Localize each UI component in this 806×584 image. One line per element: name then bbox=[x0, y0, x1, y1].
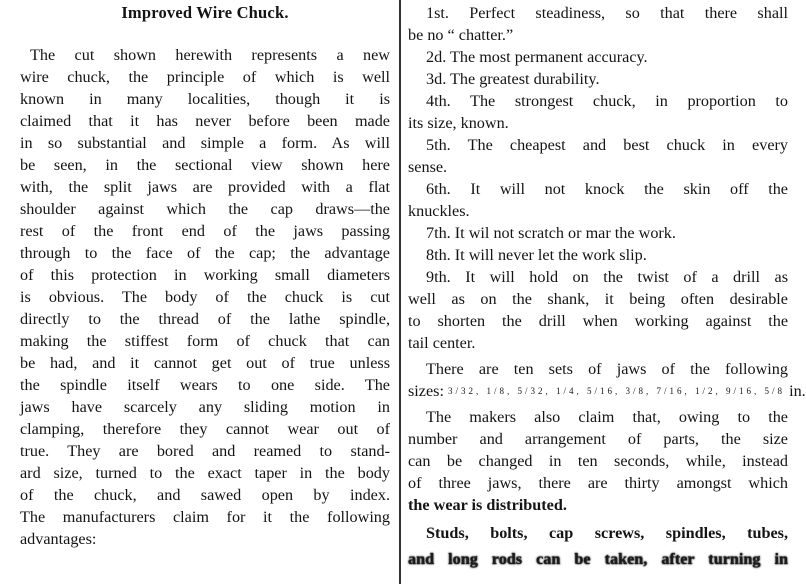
text-line: clamping, therefore they cannot wear out of bbox=[20, 420, 390, 438]
text-line: true. They are bored and reamed to stand- bbox=[20, 442, 390, 460]
text-line: of this protection in working small diameters bbox=[20, 266, 390, 284]
text-line: 5th. The cheapest and best chuck in every bbox=[426, 136, 788, 154]
text-line: 1st. Perfect steadiness, so that there shall bbox=[426, 4, 788, 22]
text-line: 3d. The greatest durability. bbox=[426, 70, 600, 88]
text-line: well as on the shank, it being often desirable bbox=[408, 290, 788, 308]
text-line: knuckles. bbox=[408, 202, 470, 220]
column-divider bbox=[399, 0, 401, 584]
text-line: be had, and it cannot get out of true unless bbox=[20, 354, 390, 372]
text-line: making the stiffest form of chuck that can bbox=[20, 332, 390, 350]
text-line: be no “ chatter.” bbox=[408, 26, 514, 44]
text-line: shoulder against which the cap draws—the bbox=[20, 200, 390, 218]
text-line: through to the face of the cap; the advantage bbox=[20, 244, 390, 262]
text-line: its size, known. bbox=[408, 114, 509, 132]
article-title: Improved Wire Chuck. bbox=[121, 3, 289, 22]
text-line: 2d. The most permanent accuracy. bbox=[426, 48, 648, 66]
text-line: of three jaws, there are thirty amongst which bbox=[408, 474, 788, 492]
text-line: directly to the thread of the lathe spindle, bbox=[20, 310, 390, 328]
text-line: sense. bbox=[408, 158, 448, 176]
text-line: and long rods can be taken, after turning in bbox=[408, 550, 788, 568]
text-line: in so substantial and simple a form. As will bbox=[20, 134, 390, 152]
text-line: of the chuck, and sawed open by index. bbox=[20, 486, 390, 504]
text-line: number and arrangement of parts, the size bbox=[408, 430, 788, 448]
text-line: ard size, turned to the exact taper in the body bbox=[20, 464, 390, 482]
text-line: 4th. The strongest chuck, in proportion to bbox=[426, 92, 788, 110]
sizes-label: sizes: bbox=[408, 382, 444, 400]
sizes-fractions: 3/32, 1/8, 5/32, 1/4, 5/16, 3/8, 7/16, 1/2, 9/16, 5/8 bbox=[448, 386, 786, 396]
text-line: can be changed in ten seconds, while, instead bbox=[408, 452, 788, 470]
text-line: 7th. It wil not scratch or mar the work. bbox=[426, 224, 676, 242]
text-line: is obvious. The body of the chuck is cut bbox=[20, 288, 390, 306]
text-line: known in many localities, though it is bbox=[20, 90, 390, 108]
text-line: 8th. It will never let the work slip. bbox=[426, 246, 647, 264]
text-line: jaws have scarcely any sliding motion in bbox=[20, 398, 390, 416]
text-line: There are ten sets of jaws of the following bbox=[426, 360, 788, 378]
text-line: Studs, bolts, cap screws, spindles, tubes, bbox=[426, 524, 788, 542]
text-line: The manufacturers claim for it the following bbox=[20, 508, 390, 526]
text-line: with, the split jaws are provided with a flat bbox=[20, 178, 390, 196]
text-line: rest of the front end of the jaws passing bbox=[20, 222, 390, 240]
text-line: wire chuck, the principle of which is well bbox=[20, 68, 390, 86]
text-line: be seen, in the sectional view shown here bbox=[20, 156, 390, 174]
text-line: 6th. It will not knock the skin off the bbox=[426, 180, 788, 198]
text-line: The makers also claim that, owing to the bbox=[426, 408, 788, 426]
text-line: to shorten the drill when working against the bbox=[408, 312, 788, 330]
sizes-line bbox=[408, 380, 806, 402]
text-line: The cut shown herewith represents a new bbox=[30, 46, 390, 64]
text-line: tail center. bbox=[408, 334, 476, 352]
text-line: advantages: bbox=[20, 530, 97, 548]
text-line: claimed that it has never before been made bbox=[20, 112, 390, 130]
sizes-unit: in. bbox=[789, 382, 806, 400]
text-line: 9th. It will hold on the twist of a drill as bbox=[426, 268, 788, 286]
text-line: the spindle itself wears to one side. The bbox=[20, 376, 390, 394]
text-line: the wear is distributed. bbox=[408, 496, 567, 514]
